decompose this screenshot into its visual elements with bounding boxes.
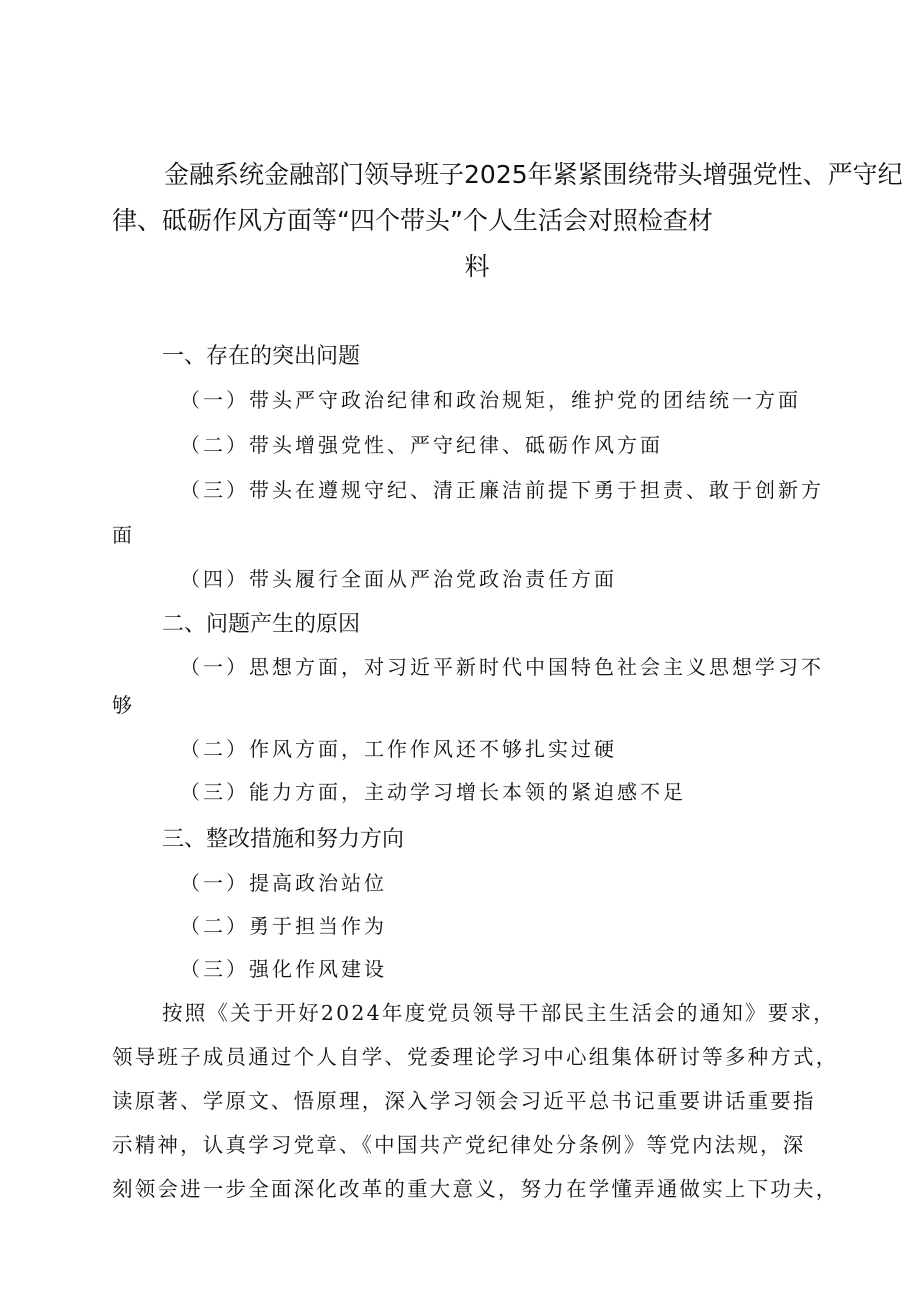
section-heading-1: 一、存在的突出问题 — [162, 344, 361, 369]
list-item: （一）思想方面，对习近平新时代中国特色社会主义思想学习不 — [180, 655, 824, 679]
list-item: （三）能力方面，主动学习增长本领的紧迫感不足 — [180, 780, 686, 804]
document-title — [112, 152, 903, 290]
body-paragraph-line: 刻领会进一步全面深化改革的重大意义，努力在学懂弄通做实上下功夫， — [112, 1177, 839, 1201]
section-heading-2: 二、问题产生的原因 — [162, 612, 361, 637]
body-paragraph-line: 领导班子成员通过个人自学、党委理论学习中心组集体研讨等多种方式， — [112, 1045, 839, 1069]
list-item: （一）提高政治站位 — [180, 871, 387, 895]
list-item: （二）作风方面，工作作风还不够扎实过硬 — [180, 737, 617, 761]
list-item: （四）带头履行全面从严治党政治责任方面 — [180, 567, 617, 591]
list-item-continuation: 面 — [112, 523, 132, 547]
title-line-3: 料 — [464, 252, 490, 281]
list-item: （三）带头在遵规守纪、清正廉洁前提下勇于担责、敢于创新方 — [180, 478, 824, 502]
list-item: （三）强化作风建设 — [180, 957, 387, 981]
section-heading-3: 三、整改措施和努力方向 — [162, 827, 405, 852]
list-item: （二）勇于担当作为 — [180, 914, 387, 938]
body-paragraph-line: 读原著、学原文、悟原理，深入学习领会习近平总书记重要讲话重要指 — [112, 1089, 816, 1113]
list-item: （二）带头增强党性、严守纪律、砥砺作风方面 — [180, 433, 663, 457]
list-item-continuation: 够 — [112, 693, 132, 717]
body-paragraph-line: 按照《关于开好2024年度党员领导干部民主生活会的通知》要求， — [162, 1001, 836, 1025]
title-line-2: 律、砥砺作风方面等“四个带头”个人生活会对照检查材 — [112, 206, 713, 235]
body-paragraph-line: 示精神，认真学习党章、《中国共产党纪律处分条例》等党内法规，深 — [112, 1133, 806, 1157]
title-line-1: 金融系统金融部门领导班子2025年紧紧围绕带头增强党性、严守纪 — [164, 160, 903, 189]
list-item: （一）带头严守政治纪律和政治规矩，维护党的团结统一方面 — [180, 388, 801, 412]
